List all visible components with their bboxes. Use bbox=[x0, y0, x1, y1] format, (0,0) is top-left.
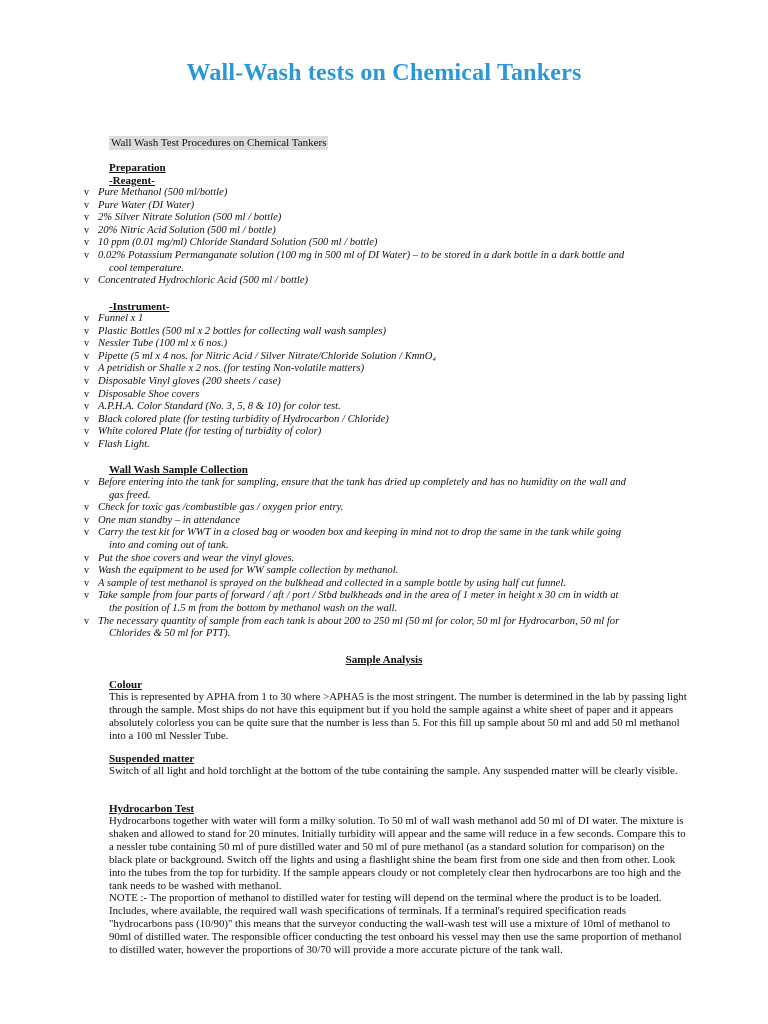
list-item: v White colored Plate (for testing of turbidity of color) bbox=[84, 426, 322, 438]
collection-heading: Wall Wash Sample Collection bbox=[109, 464, 248, 476]
bullet-icon: v bbox=[84, 413, 89, 425]
list-item: v A petridish or Shalle x 2 nos. (for testing Non-volatile matters) bbox=[84, 363, 365, 375]
hydrocarbon-paragraph: Hydrocarbons together with water will form a milky solution. To 50 ml of wall wash methanol add 50 ml of DI water. The mixture is shaken and allowed to stand for 20 minutes. Initially turbidity will appear and the same will reduce in a few seconds. Compare this to a nessler tube containing 50 ml of pure distilled water and 50 ml of pure methanol (as a standard solution for comparison) on the black plate or background. Switch off the lights and using a flashlight shine the beam first from one side and then from other. Look into the tubes from the top for turbidity. If the sample appears cloudy or not completely clear then hydrocarbons are too high and the tank needs to be washed with methanol. NOTE :- The proportion of methanol to distilled water for testing will depend on the terminal where the product is to be loaded. Includes, where available, the required wall wash specifications of terminals. If a terminal's required specification reads "hydrocarbons pass (10/90)" this means that the surveyor conducting the wall-wash test will use a mixture of 10ml of methanol to 90ml of distilled water. The responsible officer conducting the test onboard his vessel may then use the same proportion of methanol to distilled water, however the proportions of 30/70 will provide a more accurate picture of the tank wall. bbox=[109, 815, 686, 957]
bullet-icon: v bbox=[84, 527, 89, 539]
reagent-heading: -Reagent- bbox=[109, 175, 155, 187]
bullet-icon: v bbox=[84, 275, 89, 287]
list-item: v Carry the test kit for WWT in a closed bag or wooden box and keeping in mind not to drop the same in the tank while going into and coming out of tank. bbox=[84, 527, 622, 551]
suspended-matter-heading: Suspended matter bbox=[109, 753, 195, 765]
bullet-icon: v bbox=[84, 375, 89, 387]
list-item: v Plastic Bottles (500 ml x 2 bottles for collecting wall wash samples) bbox=[84, 325, 387, 337]
list-item: v Pipette (5 ml x 4 nos. for Nitric Acid / Silver Nitrate/Chloride Solution / KmnO₄ bbox=[84, 350, 437, 362]
list-item: v Pure Methanol (500 ml/bottle) bbox=[84, 187, 228, 198]
list-item: v 20% Nitric Acid Solution (500 ml / bottle) bbox=[84, 224, 276, 236]
list-item: v Concentrated Hydrochloric Acid (500 ml / bottle) bbox=[84, 275, 309, 287]
bullet-icon: v bbox=[84, 388, 89, 400]
document-title: Wall-Wash tests on Chemical Tankers bbox=[186, 60, 582, 86]
bullet-icon: v bbox=[84, 313, 89, 324]
suspended-paragraph: Switch of all light and hold torchlight at the bottom of the tube containing the sample. Any suspended matter will be clearly visible. bbox=[109, 765, 678, 777]
bullet-icon: v bbox=[84, 187, 89, 198]
bullet-icon: v bbox=[84, 224, 89, 236]
bullet-icon: v bbox=[84, 325, 89, 337]
sample-analysis-heading: Sample Analysis bbox=[345, 654, 423, 666]
note-paragraph: NOTE :- The proportion of methanol to distilled water for testing will depend on the terminal where the product is to be loaded. Includes, where available, the required wall wash specifications of terminals. If a terminal's required specification reads "hydrocarbons pass (10/90)" this means that the surveyor conducting the wall-wash test will use a mixture of 10ml of methanol to 90ml of distilled water. The responsible officer conducting the test onboard his vessel may then use the same proportion of methanol to distilled water, however the proportions of 30/70 will provide a more accurate picture of the tank wall. bbox=[109, 892, 682, 957]
list-item: v Pure Water (DI Water) bbox=[84, 199, 195, 211]
list-item: v 0.02% Potassium Permanganate solution (100 mg in 500 ml of DI Water) – to be stored in a dark bottle in a dark bottle and cool temperature. bbox=[84, 249, 625, 274]
bullet-icon: v bbox=[84, 212, 89, 224]
bullet-icon: v bbox=[84, 363, 89, 375]
bullet-icon: v bbox=[84, 401, 89, 413]
bullet-icon: v bbox=[84, 237, 89, 249]
list-item: v Funnel x 1 bbox=[84, 313, 144, 324]
list-item: v Put the shoe covers and wear the vinyl gloves. bbox=[84, 552, 295, 564]
bullet-icon: v bbox=[84, 426, 89, 438]
preparation-heading: Preparation bbox=[109, 162, 166, 174]
bullet-icon: v bbox=[84, 249, 89, 261]
instrument-list bbox=[84, 313, 684, 452]
list-item: v A sample of test methanol is sprayed on the bulkhead and collected in a sample bottle by using half cut funnel. bbox=[84, 577, 566, 589]
list-item: v 2% Silver Nitrate Solution (500 ml / bottle) bbox=[84, 212, 282, 224]
bullet-icon: v bbox=[84, 590, 89, 602]
list-item: v Take sample from four parts of forward / aft / port / Stbd bulkheads and in the area of 1 meter in height x 30 cm in width at the position of 1.5 m from the bottom by methanol wash on the wall. bbox=[84, 590, 619, 614]
list-item: v Nessler Tube (100 ml x 6 nos.) bbox=[84, 338, 228, 350]
hydrocarbon-heading: Hydrocarbon Test bbox=[109, 803, 195, 815]
list-item: v Before entering into the tank for sampling, ensure that the tank has dried up completely and has no humidity on the wall and gas freed. bbox=[84, 477, 626, 501]
instrument-heading: -Instrument- bbox=[109, 301, 170, 313]
list-item: v The necessary quantity of sample from each tank is about 200 to 250 ml (50 ml for color, 50 ml for Hydrocarbon, 50 ml for Chlorides & 50 ml for PTT). bbox=[84, 615, 620, 640]
list-item: v Wash the equipment to be used for WW sample collection by methanol. bbox=[84, 565, 399, 577]
list-item: v One man standby – in attendance bbox=[84, 514, 241, 526]
list-item: v Black colored plate (for testing turbidity of Hydrocarbon / Chloride) bbox=[84, 413, 389, 425]
bullet-icon: v bbox=[84, 615, 89, 627]
list-item: v 10 ppm (0.01 mg/ml) Chloride Standard Solution (500 ml / bottle) bbox=[84, 237, 378, 249]
bullet-icon: v bbox=[84, 514, 89, 526]
list-item: v Flash Light. bbox=[84, 438, 150, 450]
list-item: v A.P.H.A. Color Standard (No. 3, 5, 8 & 10) for color test. bbox=[84, 401, 341, 413]
bullet-icon: v bbox=[84, 552, 89, 564]
bullet-icon: v bbox=[84, 477, 89, 488]
bullet-icon: v bbox=[84, 577, 89, 589]
bullet-icon: v bbox=[84, 199, 89, 211]
list-item: v Disposable Vinyl gloves (200 sheets / case) bbox=[84, 375, 281, 387]
colour-heading: Colour bbox=[109, 679, 142, 691]
bullet-icon: v bbox=[84, 350, 89, 362]
list-item: v Disposable Shoe covers bbox=[84, 388, 200, 400]
reagent-list bbox=[84, 187, 684, 288]
bullet-icon: v bbox=[84, 502, 89, 514]
bullet-icon: v bbox=[84, 438, 89, 450]
collection-list bbox=[84, 477, 684, 641]
list-item: v Check for toxic gas /combustible gas / oxygen prior entry. bbox=[84, 502, 344, 514]
document-subtitle: Wall Wash Test Procedures on Chemical Tankers bbox=[111, 137, 327, 149]
colour-paragraph: This is represented by APHA from 1 to 30 where >APHA5 is the most stringent. The number is determined in the lab by passing light through the sample. Most ships do not have this equipment but if you hold the sample against a white sheet of paper and it appears absolutely colorless you can be quite sure that the number is less than 5. For this fill up sample about 50 ml and add 50 ml methanol into a 100 ml Nessler Tube. bbox=[109, 691, 687, 742]
bullet-icon: v bbox=[84, 565, 89, 577]
bullet-icon: v bbox=[84, 338, 89, 350]
